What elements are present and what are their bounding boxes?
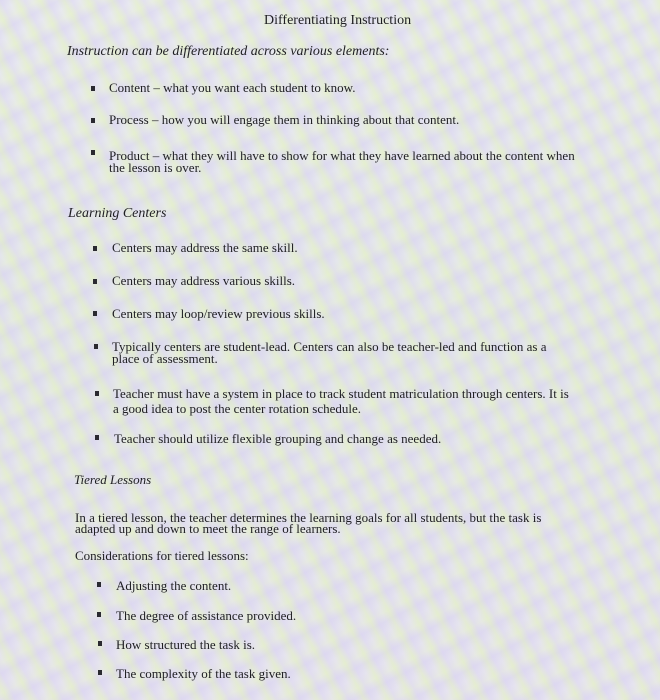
bullet-icon	[93, 279, 97, 284]
bullet-icon	[95, 391, 99, 396]
consideration-item: How structured the task is.	[116, 637, 256, 652]
bullet-icon	[98, 670, 102, 675]
list-item-process: Process – how you will engage them in thinking about that content.	[109, 112, 460, 127]
center-item: Teacher should utilize flexible grouping and change as needed.	[114, 431, 442, 446]
bullet-icon	[94, 344, 98, 349]
bullet-icon	[91, 86, 95, 91]
list-item-product: Product – what they will have to show for what they have learned about the content when	[109, 148, 575, 163]
center-item: Teacher must have a system in place to track student matriculation through centers. It is	[113, 386, 569, 401]
bullet-icon	[95, 435, 99, 440]
center-item: Centers may address the same skill.	[112, 240, 298, 255]
list-item-product-cont: the lesson is over.	[109, 160, 202, 175]
consideration-item: The degree of assistance provided.	[116, 608, 297, 623]
center-item: Centers may loop/review previous skills.	[112, 306, 325, 321]
bullet-icon	[91, 150, 95, 155]
considerations-label: Considerations for tiered lessons:	[75, 548, 249, 563]
bullet-icon	[93, 246, 97, 251]
intro-text: Instruction can be differentiated across various elements:	[67, 44, 390, 59]
document-title: Differentiating Instruction	[264, 13, 412, 28]
center-item: Typically centers are student-lead. Centers can also be teacher-led and function as a	[112, 339, 547, 354]
learning-centers-heading: Learning Centers	[68, 206, 167, 221]
consideration-item: Adjusting the content.	[116, 578, 232, 593]
bullet-icon	[97, 582, 101, 587]
tiered-description: In a tiered lesson, the teacher determines the learning goals for all students, but the task is	[75, 510, 542, 525]
bullet-icon	[98, 641, 102, 646]
list-item-content: Content – what you want each student to know.	[109, 80, 356, 95]
consideration-item: The complexity of the task given.	[116, 666, 291, 681]
bullet-icon	[91, 118, 95, 123]
center-item-cont: place of assessment.	[112, 351, 218, 366]
bullet-icon	[97, 612, 101, 617]
center-item-cont: a good idea to post the center rotation schedule.	[113, 401, 362, 416]
tiered-lessons-heading: Tiered Lessons	[74, 472, 152, 487]
bullet-icon	[93, 311, 97, 316]
center-item: Centers may address various skills.	[112, 273, 296, 288]
tiered-description-cont: adapted up and down to meet the range of learners.	[75, 521, 341, 536]
